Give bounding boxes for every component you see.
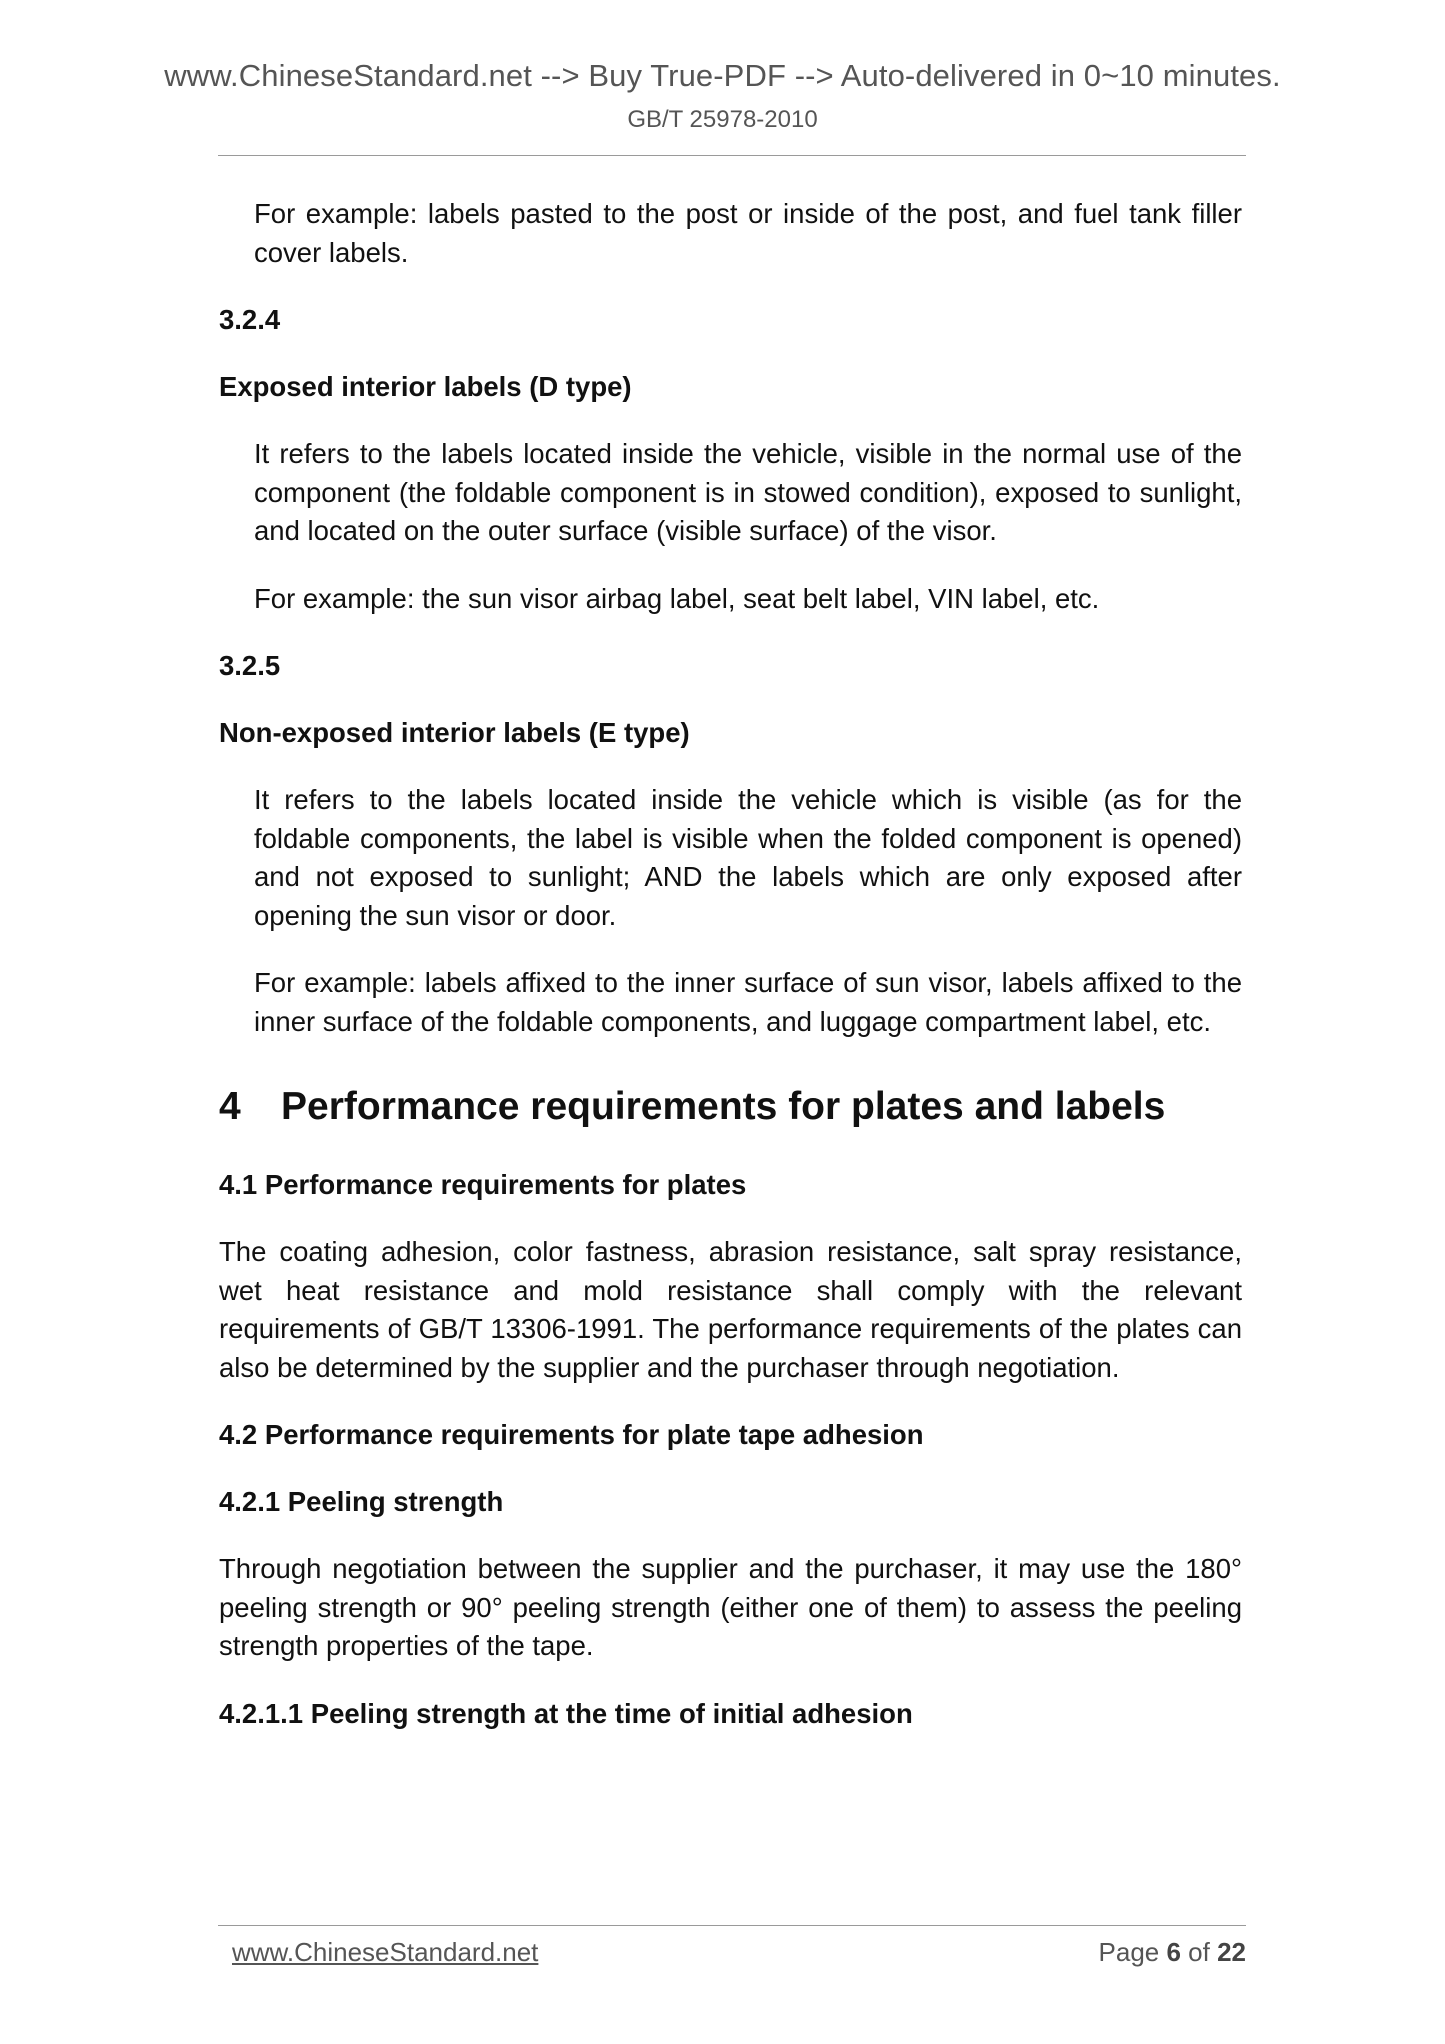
section-3-2-5-definition: It refers to the labels located inside the vehicle which is visible (as for the foldable components, the label is visible when the folded component is opened) and not exposed to sunlight; AND the labels which are only exposed after opening the sun visor or door. (254, 784, 1242, 931)
footer-divider (218, 1925, 1246, 1926)
section-3-2-4-example: For example: the sun visor airbag label, seat belt label, VIN label, etc. (254, 582, 1100, 614)
page-content (219, 195, 1242, 1733)
section-4-2-title: 4.2 Performance requirements for plate tape adhesion (219, 1419, 924, 1450)
section-3-2-5-example: For example: labels affixed to the inner surface of sun visor, labels affixed to the inner surface of the foldable components, and luggage compartment label, etc. (254, 967, 1242, 1037)
page-of: of (1180, 1937, 1218, 1967)
section-4-number: 4 (219, 1085, 241, 1128)
section-4-2-1-1-title: 4.2.1.1 Peeling strength at the time of initial adhesion (219, 1697, 913, 1729)
example-paragraph-c: For example: labels pasted to the post or inside of the post, and fuel tank filler cover labels. (254, 198, 1242, 268)
section-3-2-4-definition: It refers to the labels located inside the vehicle, visible in the normal use of the component (the foldable component is in stowed condition), exposed to sunlight, and located on the outer surface (visible surface) of the visor. (254, 438, 1242, 546)
section-4-title: Performance requirements for plates and labels (281, 1085, 1166, 1128)
section-4-1-title: 4.1 Performance requirements for plates (219, 1169, 747, 1200)
section-3-2-5-title: Non-exposed interior labels (E type) (219, 717, 690, 748)
header-banner: www.ChineseStandard.net --> Buy True-PDF --> Auto-delivered in 0~10 minutes. (164, 58, 1281, 93)
header-divider (218, 155, 1246, 156)
section-4-heading (219, 1083, 1242, 1131)
section-3-2-4-title: Exposed interior labels (D type) (219, 371, 632, 402)
footer-website-link[interactable]: www.ChineseStandard.net (232, 1937, 539, 1967)
page-indicator (1099, 1937, 1246, 1968)
section-3-2-4-number: 3.2.4 (219, 304, 281, 335)
page-current: 6 (1166, 1937, 1181, 1967)
document-code: GB/T 25978-2010 (627, 106, 818, 133)
section-4-1-paragraph: The coating adhesion, color fastness, abrasion resistance, salt spray resistance, wet heat resistance and mold resistance shall comply with the relevant requirements of GB/T 13306-1991. The performance requirements of the plates can also be determined by the supplier and the purchaser through negotiation. (219, 1236, 1242, 1383)
page-total: 22 (1217, 1937, 1246, 1967)
section-4-2-1-title: 4.2.1 Peeling strength (219, 1486, 504, 1517)
section-3-2-5-number: 3.2.5 (219, 650, 281, 681)
page-prefix: Page (1098, 1937, 1167, 1967)
section-4-2-1-paragraph: Through negotiation between the supplier and the purchaser, it may use the 180° peeling strength or 90° peeling strength (either one of them) to assess the peeling strength properties of the tape. (219, 1553, 1242, 1661)
